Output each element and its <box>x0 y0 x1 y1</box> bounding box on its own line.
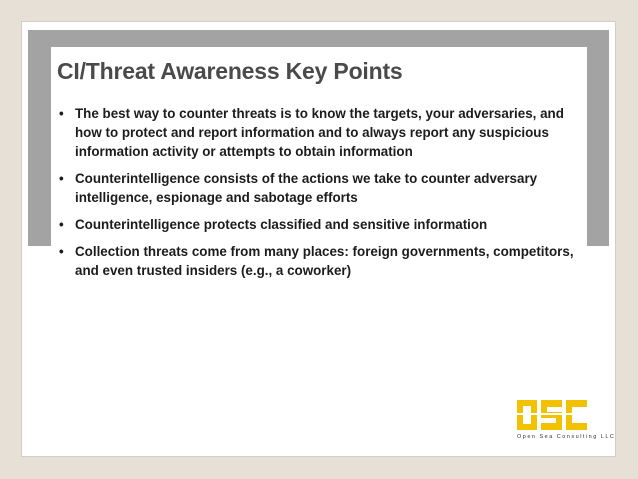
bullet-text: Counterintelligence consists of the actions we take to counter adversary intelligence, espionage and sabotage efforts <box>75 171 538 205</box>
bullet-item <box>59 104 589 161</box>
osc-logo-icon <box>517 400 587 430</box>
logo-caption: Open Sea Consulting LLC <box>517 434 616 440</box>
bullet-text: Collection threats come from many places: foreign governments, competitors, and even trusted insiders (e.g., a coworker) <box>75 244 574 278</box>
bullet-dot: • <box>59 171 64 186</box>
bullet-text: Counterintelligence protects classified and sensitive information <box>75 217 488 232</box>
bullet-item <box>59 242 589 280</box>
bullet-list <box>59 104 589 288</box>
bullet-text: The best way to counter threats is to know the targets, your adversaries, and how to protect and report information and to always report any suspicious information activity or attempts to obtain information <box>75 106 564 159</box>
slide-content <box>51 47 587 375</box>
bullet-dot: • <box>59 217 64 232</box>
bullet-item <box>59 169 589 207</box>
slide-title: CI/Threat Awareness Key Points <box>57 58 403 84</box>
company-logo <box>505 388 616 450</box>
bullet-dot: • <box>59 106 64 121</box>
logo-stripe <box>566 413 587 415</box>
logo-stripe <box>541 413 562 415</box>
bullet-dot: • <box>59 244 64 259</box>
logo-stripe <box>517 413 537 415</box>
bullet-item <box>59 215 589 234</box>
